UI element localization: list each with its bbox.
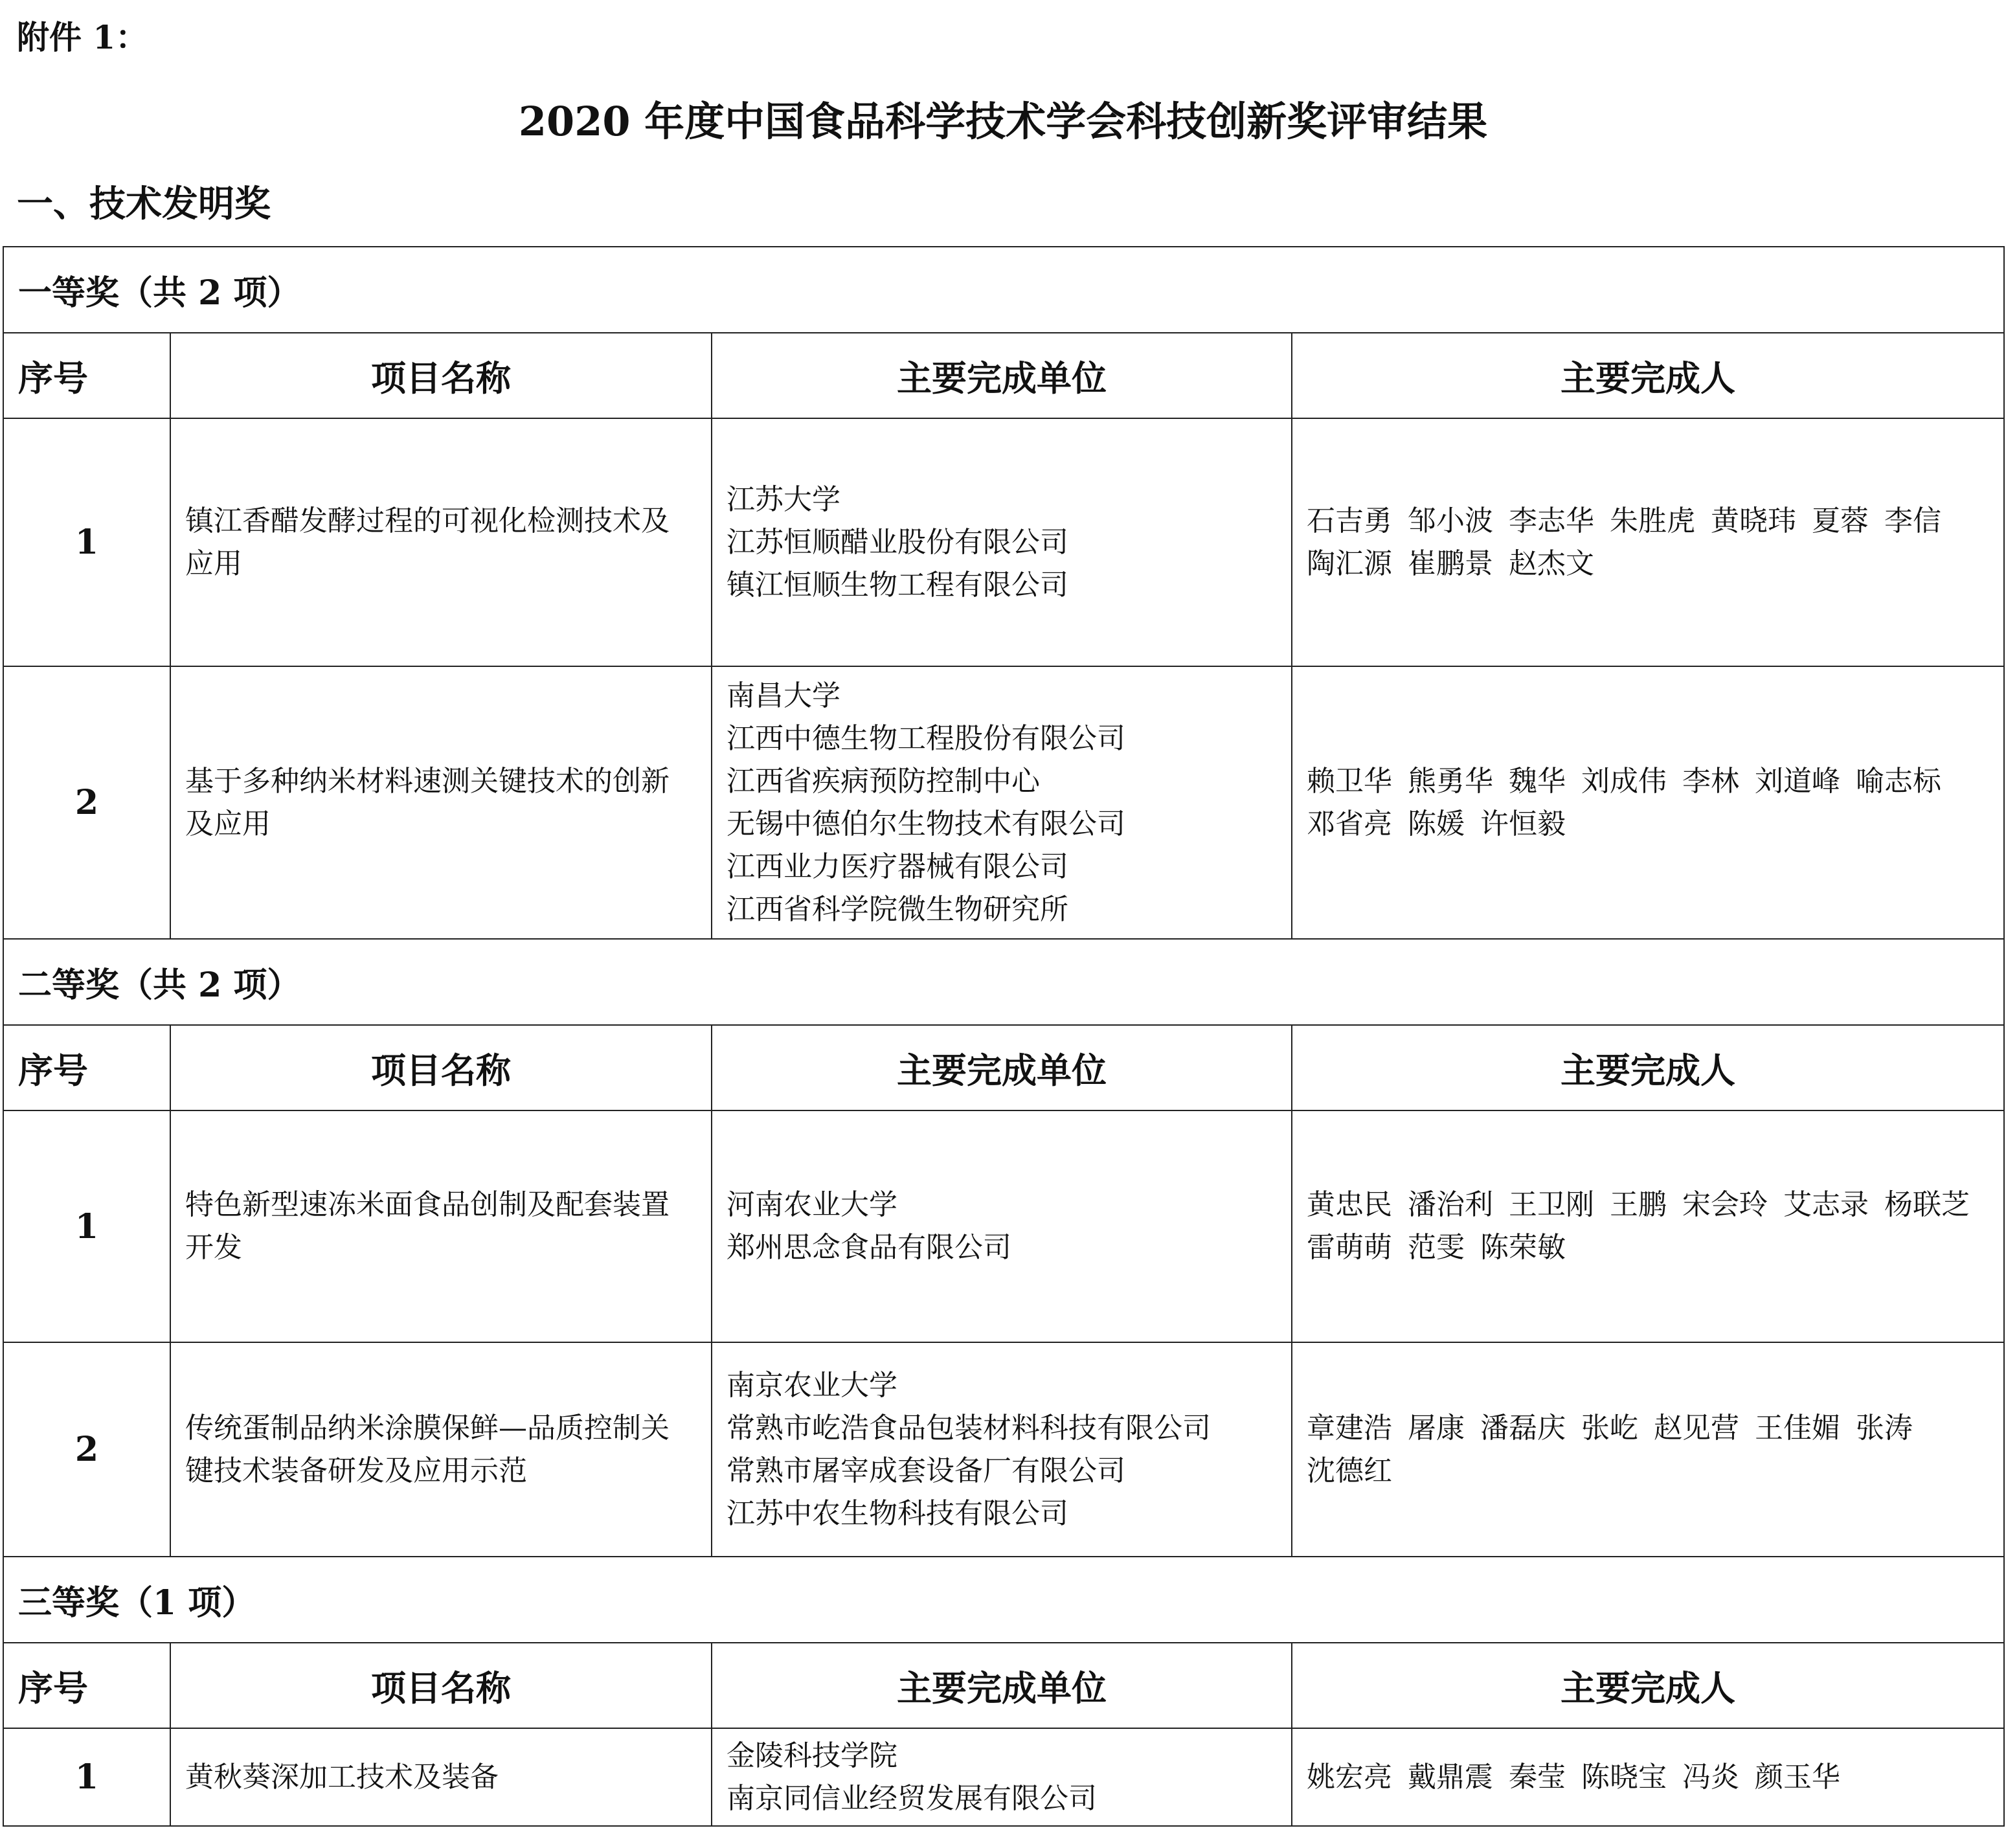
award-grade-label: 一等奖（共 2 项） bbox=[3, 247, 2004, 333]
person-name: 邹小波 bbox=[1408, 504, 1493, 537]
person-name: 赵杰文 bbox=[1509, 547, 1594, 580]
table-header-row bbox=[3, 333, 2004, 418]
award-grade-row bbox=[3, 1557, 2004, 1643]
person-name: 戴鼎震 bbox=[1408, 1760, 1493, 1794]
awards-table-body bbox=[3, 247, 2004, 1826]
table-row bbox=[3, 418, 2004, 666]
person-name: 刘成伟 bbox=[1581, 764, 1667, 798]
person-name: 赖卫华 bbox=[1307, 764, 1392, 798]
document-title: 2020 年度中国食品科学技术学会科技创新奖评审结果 bbox=[518, 98, 1488, 145]
unit-list bbox=[727, 675, 1277, 931]
person-name: 刘道峰 bbox=[1755, 764, 1840, 798]
person-name: 张涛 bbox=[1856, 1411, 1913, 1445]
unit-item: 江苏大学 bbox=[727, 482, 840, 516]
person-name: 赵见营 bbox=[1654, 1411, 1739, 1445]
unit-item: 金陵科技学院 bbox=[727, 1739, 897, 1772]
person-name: 黄晓玮 bbox=[1711, 504, 1796, 537]
unit-header: 主要完成单位 bbox=[712, 333, 1292, 418]
completion-people bbox=[1292, 1728, 2004, 1826]
project-name: 特色新型速冻米面食品创制及配套装置开发 bbox=[170, 1110, 712, 1342]
unit-item: 常熟市屠宰成套设备厂有限公司 bbox=[727, 1454, 1125, 1487]
row-number: 2 bbox=[3, 666, 170, 939]
table-row bbox=[3, 1728, 2004, 1826]
unit-item: 江西省疾病预防控制中心 bbox=[727, 764, 1040, 798]
completion-units bbox=[712, 1110, 1292, 1342]
unit-item: 无锡中德伯尔生物技术有限公司 bbox=[727, 807, 1125, 840]
person-name: 潘治利 bbox=[1408, 1188, 1493, 1221]
completion-people bbox=[1292, 1342, 2004, 1557]
person-name: 许恒毅 bbox=[1480, 807, 1566, 840]
unit-item: 河南农业大学 bbox=[727, 1188, 897, 1221]
unit-item: 江西省科学院微生物研究所 bbox=[727, 892, 1068, 926]
people-header: 主要完成人 bbox=[1292, 333, 2004, 418]
unit-item: 江苏中农生物科技有限公司 bbox=[727, 1496, 1068, 1530]
people-list bbox=[1307, 760, 1989, 846]
completion-people bbox=[1292, 1110, 2004, 1342]
person-name: 王卫刚 bbox=[1509, 1188, 1594, 1221]
unit-item: 南京农业大学 bbox=[727, 1368, 897, 1402]
award-grade-row bbox=[3, 939, 2004, 1025]
table-header-row bbox=[3, 1643, 2004, 1728]
unit-item: 江西业力医疗器械有限公司 bbox=[727, 850, 1068, 883]
project-name: 黄秋葵深加工技术及装备 bbox=[170, 1728, 712, 1826]
project-header: 项目名称 bbox=[170, 1643, 712, 1728]
section-heading: 一、技术发明奖 bbox=[17, 183, 271, 225]
table-row bbox=[3, 666, 2004, 939]
person-name: 杨联芝 bbox=[1884, 1188, 1970, 1221]
project-name: 镇江香醋发酵过程的可视化检测技术及应用 bbox=[170, 418, 712, 666]
person-name: 屠康 bbox=[1408, 1411, 1465, 1445]
person-name: 雷萌萌 bbox=[1307, 1231, 1392, 1264]
person-name: 李林 bbox=[1682, 764, 1739, 798]
award-grade-label: 三等奖（1 项） bbox=[3, 1557, 2004, 1643]
completion-people bbox=[1292, 418, 2004, 666]
person-name: 陈媛 bbox=[1408, 807, 1465, 840]
award-grade-row bbox=[3, 247, 2004, 333]
person-name: 沈德红 bbox=[1307, 1454, 1392, 1487]
award-grade-label: 二等奖（共 2 项） bbox=[3, 939, 2004, 1025]
project-header: 项目名称 bbox=[170, 333, 712, 418]
unit-list bbox=[727, 1364, 1277, 1535]
person-name: 崔鹏景 bbox=[1408, 547, 1493, 580]
person-name: 冯炎 bbox=[1682, 1760, 1739, 1794]
person-name: 李信 bbox=[1884, 504, 1941, 537]
person-name: 喻志标 bbox=[1856, 764, 1941, 798]
person-name: 陶汇源 bbox=[1307, 547, 1392, 580]
table-row bbox=[3, 1342, 2004, 1557]
person-name: 黄忠民 bbox=[1307, 1188, 1392, 1221]
unit-header: 主要完成单位 bbox=[712, 1643, 1292, 1728]
person-name: 陈荣敏 bbox=[1480, 1231, 1566, 1264]
person-name: 王佳媚 bbox=[1755, 1411, 1840, 1445]
table-row bbox=[3, 1110, 2004, 1342]
person-name: 夏蓉 bbox=[1812, 504, 1869, 537]
unit-header: 主要完成单位 bbox=[712, 1025, 1292, 1110]
people-header: 主要完成人 bbox=[1292, 1643, 2004, 1728]
row-number: 1 bbox=[3, 1110, 170, 1342]
row-number: 2 bbox=[3, 1342, 170, 1557]
person-name: 宋会玲 bbox=[1682, 1188, 1768, 1221]
seq-header: 序号 bbox=[3, 333, 170, 418]
people-list bbox=[1307, 1184, 1989, 1269]
person-name: 陈晓宝 bbox=[1581, 1760, 1667, 1794]
project-header: 项目名称 bbox=[170, 1025, 712, 1110]
person-name: 艾志录 bbox=[1783, 1188, 1869, 1221]
person-name: 魏华 bbox=[1509, 764, 1566, 798]
project-name: 传统蛋制品纳米涂膜保鲜—品质控制关键技术装备研发及应用示范 bbox=[170, 1342, 712, 1557]
person-name: 秦莹 bbox=[1509, 1760, 1566, 1794]
completion-people bbox=[1292, 666, 2004, 939]
unit-item: 镇江恒顺生物工程有限公司 bbox=[727, 568, 1068, 602]
project-name: 基于多种纳米材料速测关键技术的创新及应用 bbox=[170, 666, 712, 939]
row-number: 1 bbox=[3, 1728, 170, 1826]
person-name: 张屹 bbox=[1581, 1411, 1638, 1445]
unit-list bbox=[727, 1735, 1277, 1820]
people-list bbox=[1307, 500, 1989, 585]
unit-list bbox=[727, 479, 1277, 607]
person-name: 潘磊庆 bbox=[1480, 1411, 1566, 1445]
completion-units bbox=[712, 418, 1292, 666]
person-name: 范雯 bbox=[1408, 1231, 1465, 1264]
person-name: 王鹏 bbox=[1610, 1188, 1667, 1221]
person-name: 李志华 bbox=[1509, 504, 1594, 537]
completion-units bbox=[712, 666, 1292, 939]
unit-item: 南昌大学 bbox=[727, 679, 840, 712]
unit-item: 江苏恒顺醋业股份有限公司 bbox=[727, 525, 1068, 559]
people-list bbox=[1307, 1407, 1989, 1493]
person-name: 颜玉华 bbox=[1755, 1760, 1840, 1794]
person-name: 姚宏亮 bbox=[1307, 1760, 1392, 1794]
table-header-row bbox=[3, 1025, 2004, 1110]
awards-table bbox=[3, 246, 2005, 1827]
person-name: 朱胜虎 bbox=[1610, 504, 1695, 537]
unit-item: 江西中德生物工程股份有限公司 bbox=[727, 721, 1125, 755]
person-name: 章建浩 bbox=[1307, 1411, 1392, 1445]
unit-item: 常熟市屹浩食品包装材料科技有限公司 bbox=[727, 1411, 1211, 1445]
unit-item: 南京同信业经贸发展有限公司 bbox=[727, 1781, 1097, 1815]
completion-units bbox=[712, 1728, 1292, 1826]
person-name: 石吉勇 bbox=[1307, 504, 1392, 537]
people-list bbox=[1307, 1756, 1989, 1799]
seq-header: 序号 bbox=[3, 1025, 170, 1110]
unit-item: 郑州思念食品有限公司 bbox=[727, 1231, 1011, 1264]
attachment-label: 附件 1： bbox=[17, 18, 148, 56]
seq-header: 序号 bbox=[3, 1643, 170, 1728]
row-number: 1 bbox=[3, 418, 170, 666]
completion-units bbox=[712, 1342, 1292, 1557]
person-name: 邓省亮 bbox=[1307, 807, 1392, 840]
person-name: 熊勇华 bbox=[1408, 764, 1493, 798]
people-header: 主要完成人 bbox=[1292, 1025, 2004, 1110]
unit-list bbox=[727, 1184, 1277, 1269]
